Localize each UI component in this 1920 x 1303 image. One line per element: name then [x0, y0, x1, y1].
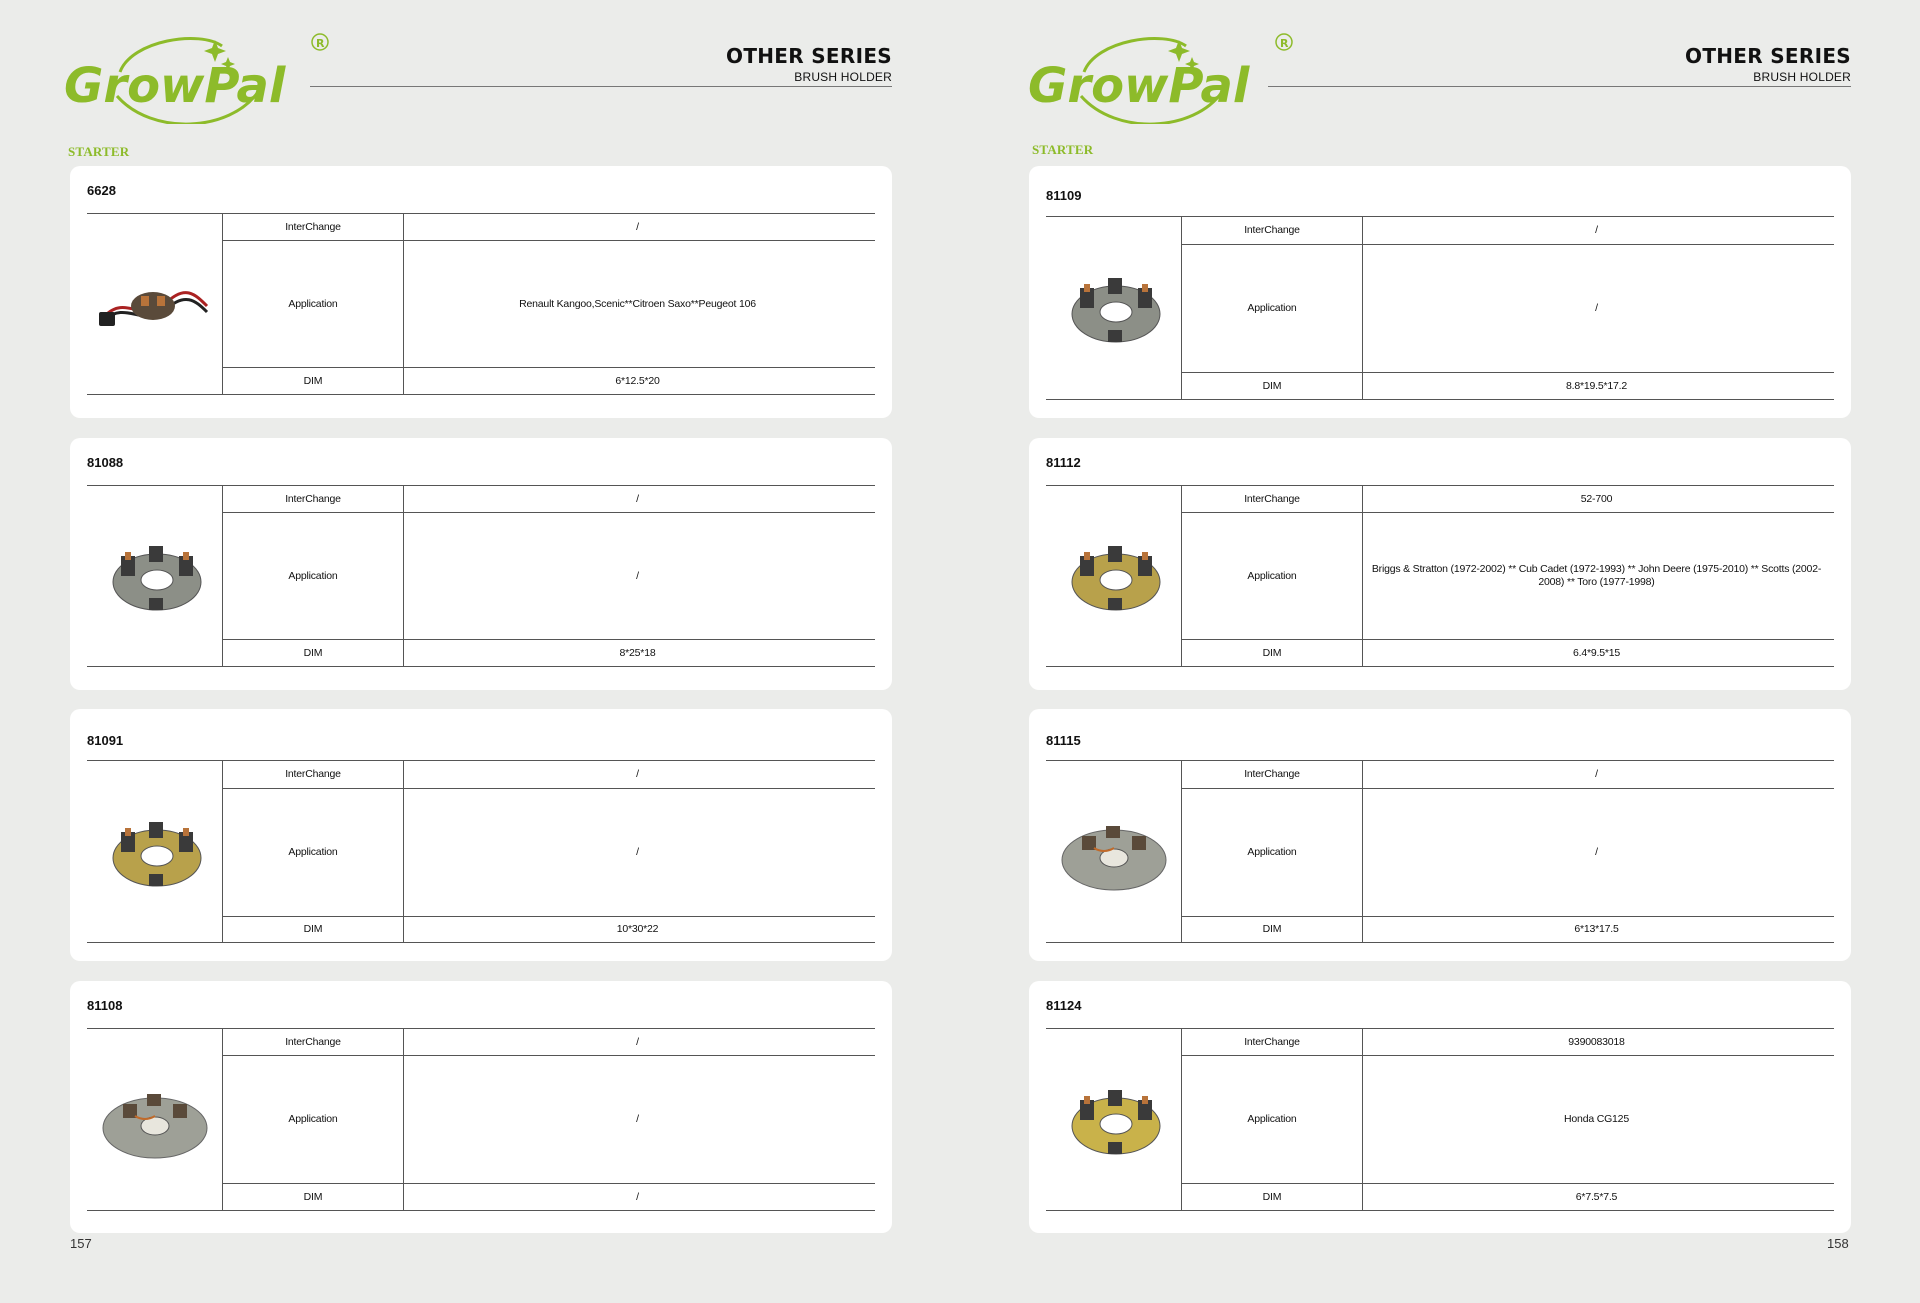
interchange-label: InterChange: [285, 1035, 341, 1048]
dim-label: DIM: [1262, 646, 1282, 659]
product-photo: [1054, 526, 1174, 626]
application-value: /: [1595, 846, 1598, 858]
product-image: [1046, 1029, 1181, 1210]
product-photo: [95, 526, 215, 626]
dim-label: DIM: [1262, 923, 1282, 935]
spec-table: [1046, 760, 1834, 943]
dim-label: DIM: [1262, 1190, 1282, 1203]
dim-label: DIM: [303, 923, 323, 935]
page-number: 158: [1827, 1236, 1849, 1251]
interchange-label: InterChange: [1244, 768, 1300, 780]
product-card: [1029, 709, 1851, 961]
interchange-value: /: [636, 768, 639, 780]
application-label: Application: [1247, 1113, 1297, 1125]
dim-value: 8.8*19.5*17.2: [1565, 379, 1628, 392]
application-value: Briggs & Stratton (1972-2002) ** Cub Cadet (1972-1993) ** John Deere (1975-2010) ** Scotts (2002-2008) ** Toro (1977-1998): [1371, 563, 1822, 588]
product-photo: [95, 254, 215, 354]
product-photo: [1054, 1070, 1174, 1170]
interchange-value: /: [636, 492, 639, 505]
svg-text:GrowPal: GrowPal: [64, 58, 286, 114]
product-card: [70, 166, 892, 418]
dim-value: 6*7.5*7.5: [1575, 1190, 1618, 1203]
product-image: [1046, 486, 1181, 666]
product-code: 81108: [87, 998, 123, 1013]
spec-table: [1046, 216, 1834, 400]
product-code: 81109: [1046, 188, 1082, 203]
application-value: Honda CG125: [1564, 1113, 1629, 1125]
brand-logo: [1026, 24, 1306, 124]
section-label: STARTER: [1032, 142, 1094, 157]
svg-text:GrowPal: GrowPal: [1028, 58, 1250, 114]
spec-table: [87, 485, 875, 667]
page-number: 157: [70, 1236, 92, 1251]
application-value: /: [636, 1113, 639, 1125]
dim-value: 6.4*9.5*15: [1572, 646, 1621, 659]
product-code: 81112: [1046, 455, 1081, 470]
product-card: [1029, 166, 1851, 418]
product-card: [70, 981, 892, 1233]
growpal-logo-mark: [1026, 24, 1306, 124]
interchange-label: InterChange: [1244, 224, 1300, 236]
dim-value: 8*25*18: [619, 646, 656, 659]
svg-text:R: R: [1280, 37, 1289, 50]
product-image: [87, 486, 222, 666]
application-value: /: [636, 569, 639, 582]
spec-table: [87, 213, 875, 395]
brand-logo: [62, 24, 342, 124]
product-code: 81115: [1046, 733, 1081, 748]
interchange-value: 9390083018: [1568, 1035, 1625, 1048]
dim-value: 6*12.5*20: [615, 374, 660, 387]
product-card: [70, 709, 892, 961]
product-photo: [1054, 802, 1174, 902]
application-label: Application: [288, 569, 338, 582]
dim-value: 10*30*22: [616, 923, 659, 935]
product-code: 6628: [87, 183, 116, 198]
application-value: /: [1595, 302, 1598, 314]
product-card: [70, 438, 892, 690]
dim-value: 6*13*17.5: [1574, 923, 1619, 935]
application-label: Application: [288, 297, 338, 310]
dim-label: DIM: [303, 1190, 323, 1203]
dim-label: DIM: [1262, 379, 1282, 392]
product-image: [87, 761, 222, 942]
product-card: [1029, 438, 1851, 690]
interchange-value: /: [636, 1035, 639, 1048]
product-code: 81124: [1046, 998, 1082, 1013]
spec-table: [1046, 485, 1834, 667]
product-photo: [95, 802, 215, 902]
dim-value: /: [636, 1190, 639, 1203]
product-image: [87, 214, 222, 394]
interchange-label: InterChange: [285, 768, 341, 780]
interchange-value: 52-700: [1580, 492, 1613, 505]
product-image: [87, 1029, 222, 1210]
series-title: OTHER SERIES: [726, 44, 892, 68]
interchange-value: /: [1595, 224, 1598, 236]
interchange-value: /: [636, 220, 639, 233]
series-subtitle: BRUSH HOLDER: [794, 70, 892, 84]
product-code: 81088: [87, 455, 124, 470]
catalog-page-right: [960, 0, 1920, 1303]
application-label: Application: [1247, 302, 1297, 314]
interchange-label: InterChange: [285, 492, 341, 505]
growpal-logo-mark: [62, 24, 342, 124]
section-label: STARTER: [68, 144, 130, 159]
product-card: [1029, 981, 1851, 1233]
application-value: /: [636, 846, 639, 858]
product-photo: [95, 1070, 215, 1170]
spec-table: [87, 1028, 875, 1211]
product-image: [1046, 761, 1181, 942]
application-label: Application: [288, 1113, 338, 1125]
spec-table: [87, 760, 875, 943]
application-label: Application: [1247, 846, 1297, 858]
series-title: OTHER SERIES: [1685, 44, 1851, 68]
interchange-label: InterChange: [1244, 1035, 1300, 1048]
header-divider: [1268, 86, 1851, 87]
svg-text:R: R: [316, 37, 325, 50]
interchange-label: InterChange: [285, 220, 341, 233]
spec-table: [1046, 1028, 1834, 1211]
interchange-value: /: [1595, 768, 1598, 780]
product-image: [1046, 217, 1181, 399]
product-code: 81091: [87, 733, 124, 748]
application-label: Application: [1247, 569, 1297, 582]
dim-label: DIM: [303, 374, 323, 387]
product-photo: [1054, 258, 1174, 358]
header-divider: [310, 86, 892, 87]
interchange-label: InterChange: [1244, 492, 1300, 505]
application-value: Renault Kangoo,Scenic**Citroen Saxo**Peugeot 106: [519, 297, 756, 310]
series-subtitle: BRUSH HOLDER: [1753, 70, 1851, 84]
dim-label: DIM: [303, 646, 323, 659]
application-label: Application: [288, 846, 338, 858]
